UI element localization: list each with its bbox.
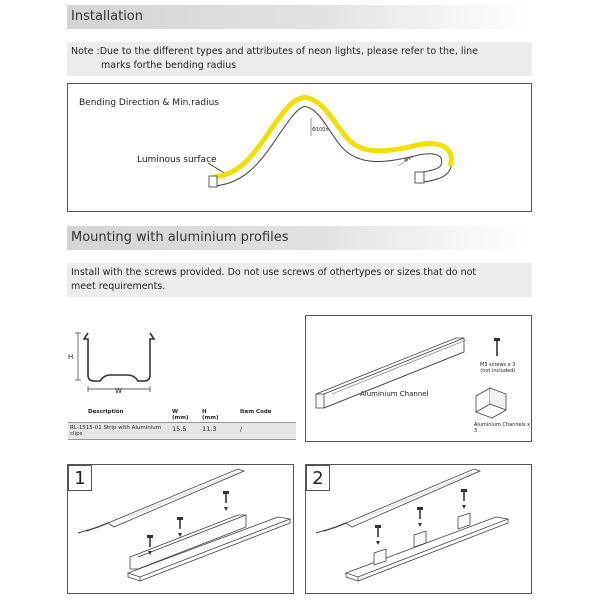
step-1-drawing — [68, 465, 293, 593]
cell-description: RL-1515-01 Strip with Aluminium clips — [70, 425, 162, 437]
luminous-leader-line — [208, 163, 226, 174]
strip-end-left — [209, 176, 217, 187]
table-row — [68, 423, 296, 440]
step-1-number: 1 — [68, 465, 92, 491]
screw-drawing — [494, 338, 500, 356]
cell-h: 11.3 — [202, 425, 217, 433]
parts-panel — [305, 315, 532, 442]
th-h-label: H — [202, 409, 207, 415]
mounting-heading — [67, 226, 532, 250]
th-h-unit: (mm) — [202, 415, 219, 421]
th-w — [170, 408, 200, 423]
step-1-panel — [67, 464, 294, 594]
th-description: Description — [88, 409, 124, 415]
channel-label: Aluminium Channel — [360, 390, 429, 398]
base-board — [346, 517, 508, 577]
cell-w: 15.5 — [172, 425, 187, 433]
channel-outline — [84, 333, 154, 381]
cable — [324, 523, 346, 531]
mounting-instruction — [67, 263, 532, 297]
installation-note — [67, 42, 532, 76]
th-h — [200, 408, 238, 423]
note-line-1: Note :Due to the different types and attributes of neon lights, please refer to the, line — [71, 46, 479, 57]
th-w-label: W — [172, 409, 179, 415]
screws-label-line1: M3 screws x 3 — [480, 362, 516, 368]
profile-cross-section — [68, 325, 168, 400]
installation-heading — [67, 5, 532, 29]
mounting-heading-text: Mounting with aluminium profiles — [71, 230, 289, 245]
luminous-surface-label: Luminous surface — [137, 155, 217, 165]
radius-label-a: Φ100mm — [312, 127, 336, 133]
screws-label — [480, 362, 515, 374]
instruction-line-1: Install with the screws provided. Do not use screws of othertypes or sizes that do not — [71, 267, 477, 278]
clip-3 — [458, 513, 470, 529]
cell-item-code: / — [240, 425, 243, 433]
strip-end-right — [415, 172, 424, 183]
cable — [86, 523, 108, 531]
radius-label-b: Φ100mm — [403, 145, 426, 165]
neon-strip — [108, 469, 244, 527]
bending-diagram-panel — [67, 83, 532, 212]
step-2-panel — [305, 464, 532, 594]
h-label: H — [68, 353, 74, 361]
w-label: W — [115, 387, 122, 395]
screws-label-line2: (not included) — [480, 368, 516, 374]
step-2-number: 2 — [306, 465, 330, 491]
bending-title: Bending Direction & Min.radius — [79, 98, 219, 108]
clip-drawing — [476, 388, 506, 418]
spec-table — [68, 408, 296, 440]
note-line-2: marks forthe bending radius — [101, 60, 237, 71]
clip-label: Aluminium Channels x 3 — [474, 422, 531, 434]
th-item-code: Item Code — [240, 409, 272, 415]
neon-strip-illustration — [68, 84, 531, 211]
th-w-unit: (mm) — [172, 415, 189, 421]
instruction-line-2: meet requirements. — [71, 281, 166, 292]
step-2-drawing — [306, 465, 531, 593]
installation-heading-text: Installation — [71, 9, 144, 24]
